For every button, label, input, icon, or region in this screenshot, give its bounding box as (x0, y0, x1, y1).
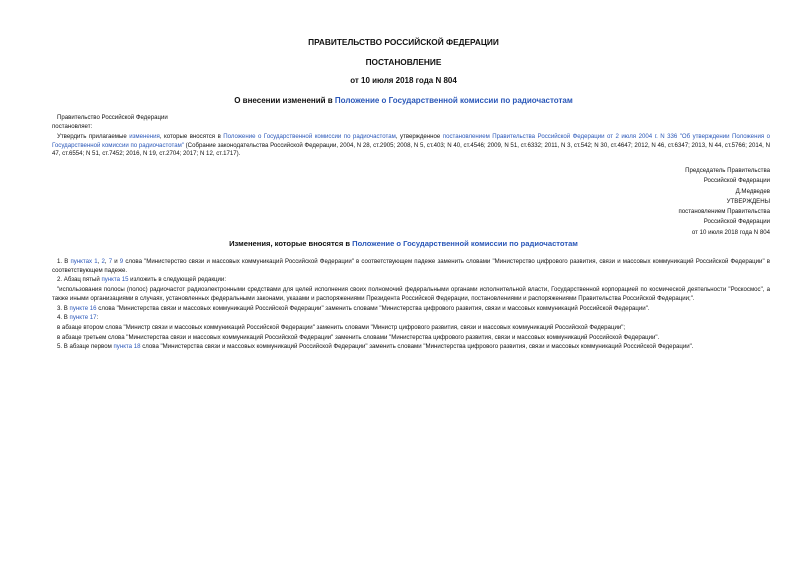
signature-line-2: Российской Федерации (703, 177, 770, 185)
item-1-text-4: и (112, 258, 120, 265)
approval-line-4: от 10 июля 2018 года N 804 (691, 228, 770, 236)
approval-line-2: постановлением Правительства (678, 208, 770, 216)
link-item-15[interactable]: пункта 15 (101, 276, 129, 284)
link-item-7[interactable]: 7 (108, 258, 113, 265)
link-changes[interactable]: изменения (129, 133, 160, 140)
signature-line-3: Д.Медведев (735, 187, 770, 195)
preamble (52, 114, 352, 131)
item-1-text-3: , (104, 258, 109, 265)
intro-text-4: (Собрание законодательства Российской Федерации, 2004, N 28, ст.2905; 2008, N 5, ст.403; N 40, ст.4546; 2009, N 51, ст.6332; 2011, N 3, ст.542; N 30, ст.4647; 2012, N 46, ст.6347; 2013, N 44, ст.5766; 2014, N 47, ст.6554; N 51, ст.7452; 2016, N 19, ст.2704; 2017; N 12, ст.1717). (52, 141, 770, 158)
government-heading: ПРАВИТЕЛЬСТВО РОССИЙСКОЙ ФЕДЕРАЦИИ (308, 37, 499, 47)
link-item-2[interactable]: 2 (101, 258, 105, 265)
intro-text-3: , утвержденное (395, 133, 443, 140)
signature-block (590, 166, 770, 238)
preamble-line-2: постановляет: (52, 122, 93, 130)
link-item-16[interactable]: пункте 16 (69, 304, 97, 312)
document-type: ПОСТАНОВЛЕНИЕ (365, 57, 442, 67)
item-1-text-2: , (97, 258, 102, 265)
item-2-text-1: 2. Абзац пятый (57, 276, 102, 284)
intro-text-2: , которые вносятся в (159, 133, 224, 140)
list-item-4a: в абзаце втором слова "Министр связи и массовых коммуникаций Российской Федерации" заменить словами "Министр цифрового развития, связи и массовых коммуникаций Российской Федерации"; (57, 323, 626, 331)
link-item-9[interactable]: 9 (119, 258, 124, 265)
list-item-4b: в абзаце третьем слова "Министерства связи и массовых коммуникаций Российской Федерации" заменить словами "Министерства цифрового развития, связи и массовых коммуникаций Российской Федерации". (57, 333, 660, 341)
changes-list (52, 258, 770, 352)
section-title (0, 239, 807, 248)
intro-paragraph (52, 133, 770, 159)
link-resolution-336[interactable]: постановлением Правительства Российской Федерации от 2 июля 2004 г. N 336 "Об утверждении Положения о Государственной комиссии по радиочастотам" (52, 133, 770, 149)
item-4-text-2: : (96, 314, 99, 322)
list-item-4 (52, 314, 770, 323)
link-item-17[interactable]: пункте 17 (69, 314, 97, 322)
document-title-link[interactable]: Положение о Государственной комиссии по радиочастотам (334, 96, 573, 105)
list-item-5 (52, 343, 770, 352)
link-item-18[interactable]: пункта 18 (113, 343, 141, 351)
item-1-text-1: 1. В (57, 258, 71, 265)
intro-text-1: Утвердить прилагаемые (57, 133, 130, 140)
item-3-text-2: слова "Министерства связи и массовых коммуникаций Российской Федерации" заменить словами "Министерства цифрового развития, связи и массовых коммуникаций Российской Федерации". (96, 304, 650, 312)
document-title (0, 96, 807, 105)
document-date-number: от 10 июля 2018 года N 804 (350, 76, 457, 85)
link-item-1[interactable]: пунктах 1 (70, 258, 98, 265)
item-5-text-1: 5. В абзаце первом (57, 343, 114, 351)
document-title-prefix: О внесении изменений в (234, 96, 335, 105)
item-3-text-1: 3. В (57, 304, 70, 312)
approval-line-1: УТВЕРЖДЕНЫ (726, 197, 770, 205)
approval-line-3: Российской Федерации (703, 218, 770, 226)
item-4-text-1: 4. В (57, 314, 70, 322)
list-item-2-quote: "использования полосы (полос) радиочастот радиоэлектронными средствами для целей исполнения своих полномочий федеральными органами исполнительной власти, Государственной корпорацией по космической деятельности "Роскосмос", а также иными организациями в случаях, установленных федеральными законами, указами и распоряжениями Президента Российской Федерации, постановлениями и распоряжениями Правительства Российской Федерации;". (52, 286, 770, 302)
item-2-text-2: изложить в следующей редакции: (128, 276, 227, 284)
preamble-line-1: Правительство Российской Федерации (57, 114, 168, 121)
link-regulation[interactable]: Положение о Государственной комиссии по радиочастотам (223, 133, 396, 140)
list-item-2 (52, 276, 770, 285)
list-item-3 (52, 305, 770, 314)
section-title-prefix: Изменения, которые вносятся в (229, 239, 353, 248)
item-5-text-2: слова "Министерства связи и массовых коммуникаций Российской Федерации" заменить словами "Министерства цифрового развития, связи и массовых коммуникаций Российской Федерации". (140, 343, 694, 351)
section-title-link[interactable]: Положение о Государственной комиссии по радиочастотам (352, 239, 578, 248)
signature-line-1: Председатель Правительства (685, 167, 770, 174)
list-item-1 (52, 258, 770, 275)
item-1-text-5: слова "Министерство связи и массовых коммуникаций Российской Федерации" в соответствующем падеже заменить словами "Министерство цифрового развития, связи и массовых коммуникаций Российской Федерации" в соответствующем падеже. (52, 258, 770, 274)
